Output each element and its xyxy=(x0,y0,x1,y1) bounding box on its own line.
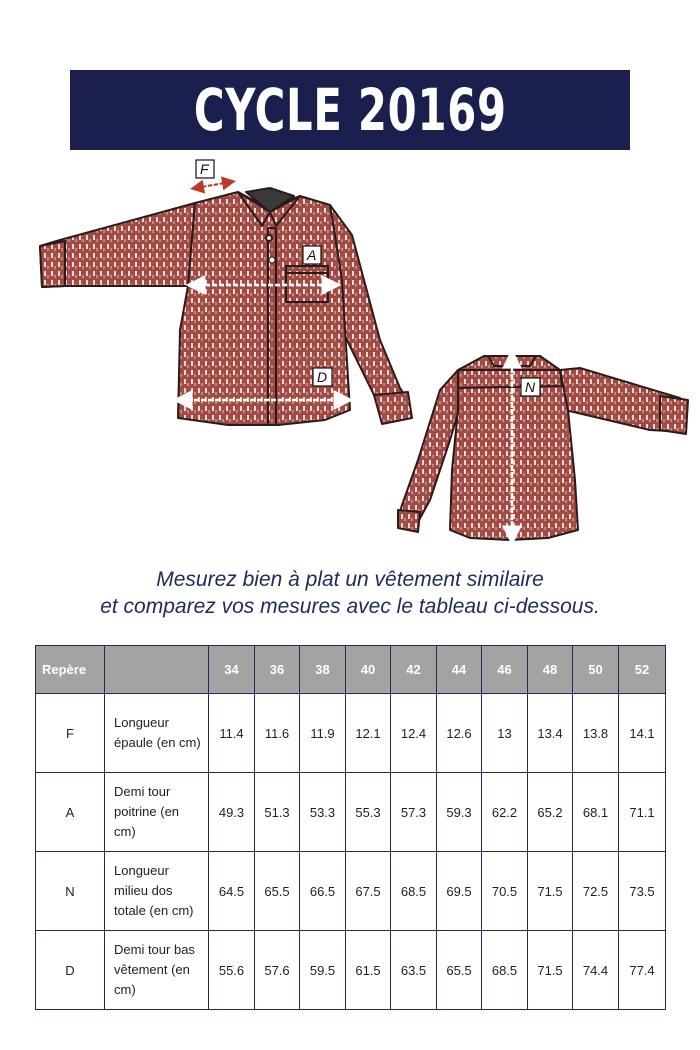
row-description: Demi tour bas vêtement (en cm) xyxy=(105,931,209,1010)
table-cell: 73.5 xyxy=(619,852,666,931)
instructions xyxy=(0,566,700,620)
table-row xyxy=(36,931,666,1010)
header-size: 34 xyxy=(209,646,255,694)
back-shirt xyxy=(398,356,688,540)
table-cell: 68.5 xyxy=(391,852,437,931)
instruction-line-1: Mesurez bien à plat un vêtement similaire xyxy=(156,568,544,591)
table-cell: 77.4 xyxy=(619,931,666,1010)
table-cell: 71.5 xyxy=(528,931,573,1010)
table-cell: 55.3 xyxy=(346,773,391,852)
row-description: Demi tour poitrine (en cm) xyxy=(105,773,209,852)
table-row xyxy=(36,852,666,931)
table-cell: 49.3 xyxy=(209,773,255,852)
table-cell: 53.3 xyxy=(300,773,346,852)
label-a-text: A xyxy=(307,247,317,263)
label-f xyxy=(196,160,214,178)
table-cell: 68.1 xyxy=(573,773,619,852)
header-size: 36 xyxy=(255,646,300,694)
label-d-text: D xyxy=(317,369,328,385)
table-cell: 65.2 xyxy=(528,773,573,852)
table-cell: 71.5 xyxy=(528,852,573,931)
table-cell: 74.4 xyxy=(573,931,619,1010)
label-f-text: F xyxy=(200,161,209,177)
table-row xyxy=(36,773,666,852)
table-cell: 62.2 xyxy=(482,773,528,852)
table-cell: 72.5 xyxy=(573,852,619,931)
table-cell: 68.5 xyxy=(482,931,528,1010)
header-size: 52 xyxy=(619,646,666,694)
row-description: Longueur épaule (en cm) xyxy=(105,694,209,773)
table-cell: 13 xyxy=(482,694,528,773)
table-cell: 11.6 xyxy=(255,694,300,773)
table-cell: 12.6 xyxy=(437,694,482,773)
table-cell: 57.3 xyxy=(391,773,437,852)
table-cell: 70.5 xyxy=(482,852,528,931)
header-size: 50 xyxy=(573,646,619,694)
table-cell: 13.4 xyxy=(528,694,573,773)
table-cell: 64.5 xyxy=(209,852,255,931)
table-cell: 11.4 xyxy=(209,694,255,773)
row-mark: N xyxy=(36,852,105,931)
table-cell: 13.8 xyxy=(573,694,619,773)
row-mark: F xyxy=(36,694,105,773)
table-cell: 65.5 xyxy=(255,852,300,931)
table-cell: 14.1 xyxy=(619,694,666,773)
table-cell: 69.5 xyxy=(437,852,482,931)
label-d xyxy=(313,368,332,386)
title-banner xyxy=(70,70,630,150)
table-cell: 71.1 xyxy=(619,773,666,852)
table-cell: 59.5 xyxy=(300,931,346,1010)
table-cell: 12.4 xyxy=(391,694,437,773)
row-mark: A xyxy=(36,773,105,852)
label-n-text: N xyxy=(525,379,536,395)
header-size: 42 xyxy=(391,646,437,694)
table-cell: 63.5 xyxy=(391,931,437,1010)
header-size: 38 xyxy=(300,646,346,694)
table-cell: 66.5 xyxy=(300,852,346,931)
header-size: 44 xyxy=(437,646,482,694)
row-description: Longueur milieu dos totale (en cm) xyxy=(105,852,209,931)
header-desc xyxy=(105,646,209,694)
shirt-illustration xyxy=(0,150,700,550)
header-size: 48 xyxy=(528,646,573,694)
table-cell: 57.6 xyxy=(255,931,300,1010)
table-header-row xyxy=(36,646,666,694)
header-size: 46 xyxy=(482,646,528,694)
table-cell: 67.5 xyxy=(346,852,391,931)
label-n xyxy=(521,378,540,396)
page-title: CYCLE 20169 xyxy=(193,76,507,144)
table-cell: 61.5 xyxy=(346,931,391,1010)
table-cell: 51.3 xyxy=(255,773,300,852)
table-cell: 59.3 xyxy=(437,773,482,852)
table-cell: 12.1 xyxy=(346,694,391,773)
front-shirt xyxy=(40,188,412,425)
table-cell: 65.5 xyxy=(437,931,482,1010)
instruction-line-2: et comparez vos mesures avec le tableau ci-dessous. xyxy=(100,595,600,618)
label-a xyxy=(303,246,321,264)
header-size: 40 xyxy=(346,646,391,694)
row-mark: D xyxy=(36,931,105,1010)
table-row xyxy=(36,694,666,773)
size-table xyxy=(35,645,666,1010)
table-cell: 11.9 xyxy=(300,694,346,773)
header-mark: Repère xyxy=(36,646,105,694)
table-cell: 55.6 xyxy=(209,931,255,1010)
